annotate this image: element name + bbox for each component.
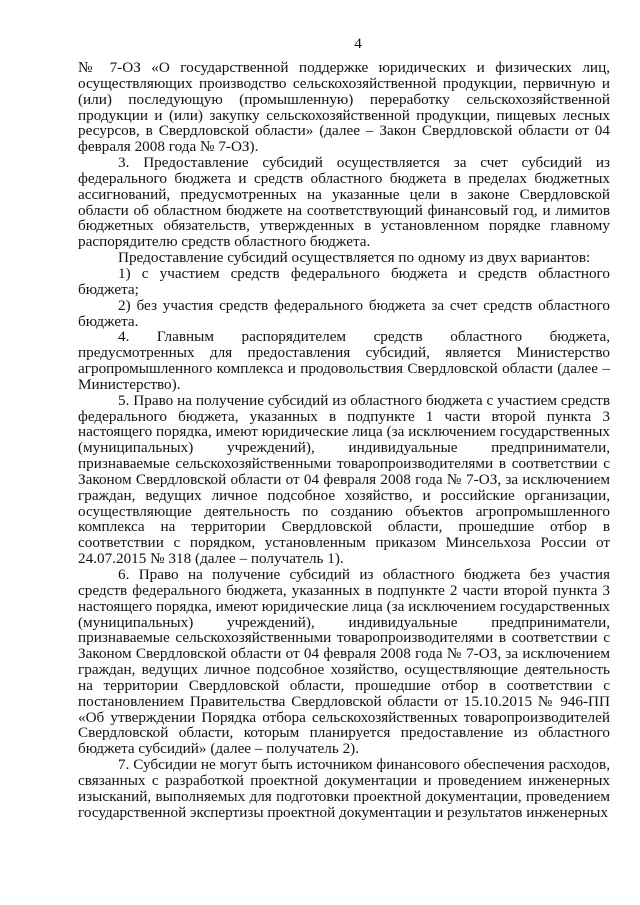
- paragraph-variant-2: 2) без участия средств федерального бюджета за счет средств областного бюджета.: [78, 296, 610, 330]
- paragraph-item-6: 6. Право на получение субсидий из областного бюджета без участия средств федерального бюджета, указанных в подпункте 2 части второй пункта 3 настоящего порядка, имеют юридические лица (за исключением государственных (муниципальных) учреждений), индивидуальные предприниматели, признаваемые сельскохозяйственными товаропроизводителями в соответствии с Законом Свердловской области от 04 февраля 2008 года № 7-ОЗ, за исключением граждан, ведущих личное подсобное хозяйство, осуществляющие деятельность на территории Свердловской области, прошедшие отбор в соответствии с постановлением Правительства Свердловской области от 15.10.2015 № 946-ПП «Об утверждении Порядка отбора сельскохозяйственных товаропроизводителей Свердловской области, которым планируется предоставление из областного бюджета субсидий» (далее – получатель 2).: [78, 566, 610, 758]
- paragraph-item-5: 5. Право на получение субсидий из областного бюджета с участием средств федерального бюджета, указанных в подпункте 1 части второй пункта 3 настоящего порядка, имеют юридические лица (за исключением государственных (муниципальных) учреждений), индивидуальные предприниматели, признаваемые сельскохозяйственными товаропроизводителями в соответствии с Законом Свердловской области от 04 февраля 2008 года № 7-ОЗ, за исключением граждан, ведущих личное подсобное хозяйство, и российские организации, осуществляющие деятельность по созданию объектов агропромышленного комплекса на территории Свердловской области, прошедшие отбор в соответствии с порядком, установленным приказом Минсельхоза России от 24.07.2015 № 318 (далее – получатель 1).: [78, 391, 610, 568]
- paragraph-variant-1: 1) с участием средств федерального бюджета и средств областного бюджета;: [78, 264, 610, 298]
- paragraph-law-reference: № 7-ОЗ «О государственной поддержке юридических и физических лиц, осуществляющих производство сельскохозяйственной продукции, первичную и (или) последующую (промышленную) переработку сельскохозяйственной продукции и (или) закупку сельскохозяйственной продукции, пищевых лесных ресурсов, в Свердловской области» (далее – Закон Свердловской области от 04 февраля 2008 года № 7-ОЗ).: [78, 59, 610, 156]
- paragraph-variants-intro: Предоставление субсидий осуществляется по одному из двух вариантов:: [118, 249, 591, 267]
- paragraph-item-7: 7. Субсидии не могут быть источником финансового обеспечения расходов, связанных с разработкой проектной документации и проведением инженерных изысканий, выполняемых для подготовки проектной документации, проведением государственной экспертизы проектной документации и результатов инженерных: [78, 756, 610, 821]
- page-number: 4: [354, 35, 362, 52]
- paragraph-item-3: 3. Предоставление субсидий осуществляется за счет субсидий из федерального бюджета и средств областного бюджета в пределах бюджетных ассигнований, предусмотренных на указанные цели в законе Свердловской области об областном бюджете на соответствующий финансовый год, и лимитов бюджетных обязательств, утвержденных в установленном порядке главному распорядителю средств областного бюджета.: [78, 154, 610, 251]
- paragraph-item-4: 4. Главным распорядителем средств областного бюджета, предусмотренных для предоставления субсидий, является Министерство агропромышленного комплекса и продовольствия Свердловской области (далее – Министерство).: [78, 328, 610, 393]
